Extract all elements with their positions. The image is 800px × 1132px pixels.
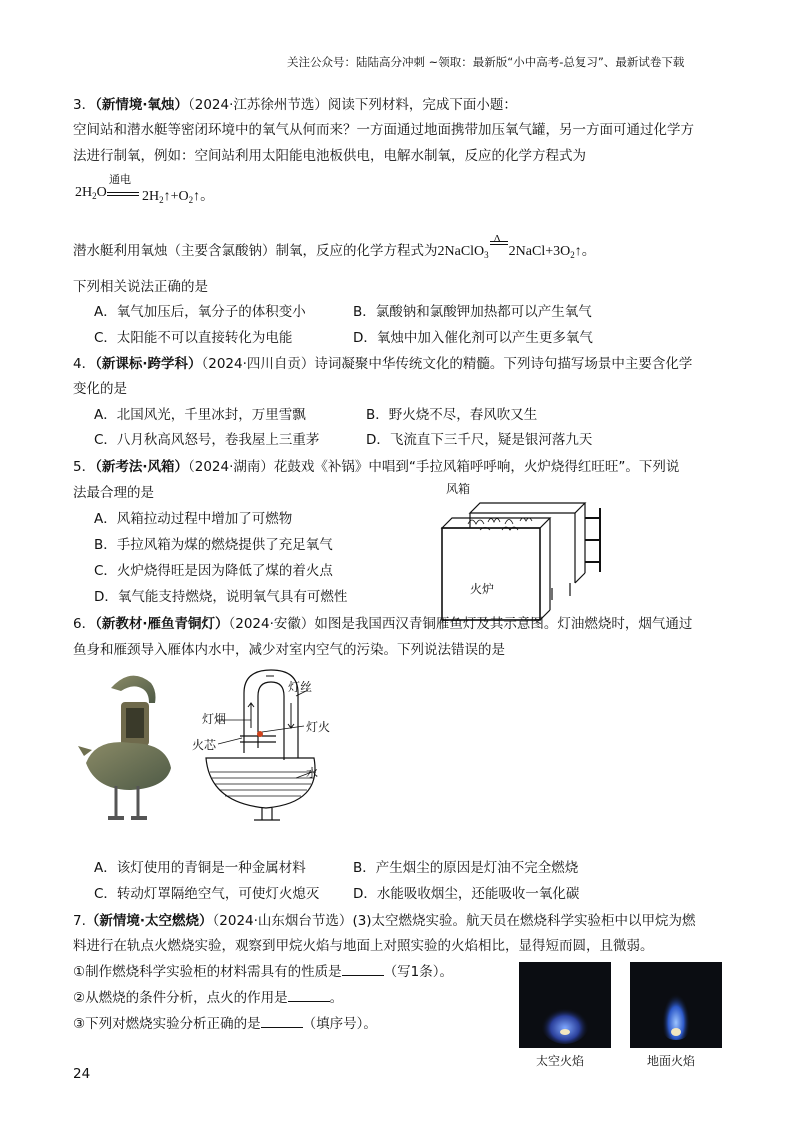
- q4-line2: 变化的是: [73, 381, 127, 397]
- question-7-title: 7.（新情境·太空燃烧）（2024·山东烟台节选）(3)太空燃烧实验。航天员在燃烧科学实验柜中以甲烷为燃: [73, 913, 696, 929]
- q3-question: 下列相关说法正确的是: [73, 279, 208, 295]
- equation-electrolysis: $2H_2O$ 通电 $2H_2↑+O_2↑$。: [75, 175, 275, 215]
- q4-option-a: A．北国风光，千里冰封，万里雪飘: [94, 407, 306, 423]
- q6-line2: 鱼身和雁颈导入雁体内水中，减少对室内空气的污染。下列说法错误的是: [73, 642, 505, 658]
- bellows-label: 风箱: [446, 482, 471, 496]
- lamp-schematic: [192, 668, 336, 833]
- q5-option-d: D．氧气能支持燃烧，说明氧气具有可燃性: [94, 589, 348, 605]
- label-lamp-core: 火芯: [192, 738, 217, 752]
- q3-option-b: B．氯酸钠和氯酸钾加热都可以产生氧气: [353, 304, 592, 320]
- ground-flame-image: [630, 962, 722, 1048]
- label-lamp-water: 水: [306, 766, 319, 780]
- q5-option-c: C．火炉烧得旺是因为降低了煤的着火点: [94, 563, 333, 579]
- page-number: 24: [73, 1066, 91, 1082]
- equation-oxygen-candle: 2NaClO$_3$ Δ $2NaCl+3O_2↑$。: [437, 233, 596, 260]
- eq1-condition: 通电: [109, 174, 131, 186]
- q4-option-d: D．飞流直下三千尺，疑是银河落九天: [366, 432, 593, 448]
- question-5-title: 5．（新考法·风箱）（2024·湖南）花鼓戏《补锅》中唱到“手拉风箱呼呼响，火炉烧得红旺旺”。下列说: [73, 459, 680, 475]
- ground-flame-photo: [630, 962, 722, 1048]
- q4-option-b: B．野火烧不尽，春风吹又生: [366, 407, 538, 423]
- q3-source: （2024·江苏徐州节选）: [187, 97, 328, 113]
- space-flame-image: [519, 962, 611, 1048]
- answer-blank-2[interactable]: [288, 989, 330, 1002]
- q5-option-b: B．手拉风箱为煤的燃烧提供了充足氧气: [94, 537, 333, 553]
- page-header-note: 关注公众号：陆陆高分冲刺 ~领取：最新版“小中高考-总复习”、最新试卷下载: [287, 55, 685, 69]
- q7-line2: 料进行在轨点火燃烧实验，观察到甲烷火焰与地面上对照实验的火焰相比，显得短而圆，且微弱。: [73, 938, 654, 954]
- q3-option-d: D．氧烛中加入催化剂可以产生更多氧气: [353, 330, 593, 346]
- label-lamp-wire: 灯丝: [288, 680, 313, 694]
- label-lamp-flame: 灯火: [306, 720, 331, 734]
- question-3-title: [73, 95, 517, 115]
- q6-option-d: D．水能吸收烟尘，还能吸收一氧化碳: [353, 886, 580, 902]
- furnace-label: 火炉: [470, 582, 495, 596]
- q3-option-c: C．太阳能不可以直接转化为电能: [94, 330, 293, 346]
- q5-line2: 法最合理的是: [73, 485, 154, 501]
- q6-option-a: A．该灯使用的青铜是一种金属材料: [94, 860, 306, 876]
- answer-blank-1[interactable]: [342, 963, 384, 976]
- q3-stem: 阅读下列材料，完成下面小题：: [327, 97, 517, 113]
- caption-space-flame: 太空火焰: [536, 1054, 585, 1068]
- question-4-title: 4．（新课标·跨学科）（2024·四川自贡）诗词凝聚中华传统文化的精髓。下列诗句描写场景中主要含化学: [73, 356, 693, 372]
- q3-number: 3．: [73, 97, 96, 113]
- answer-blank-3[interactable]: [261, 1015, 303, 1028]
- lamp-schematic-drawing: [196, 668, 336, 833]
- bronze-goose-lamp-image: [76, 668, 176, 828]
- q3-tag: （新情境·氧烛）: [95, 97, 188, 113]
- q5-option-a: A．风箱拉动过程中增加了可燃物: [94, 511, 293, 527]
- q7-sub3: ③下列对燃烧实验分析正确的是 （填序号）。: [73, 1016, 377, 1032]
- space-flame-photo: [519, 962, 611, 1048]
- q3-paragraph1-line1: 空间站和潜水艇等密闭环境中的氧气从何而来？一方面通过地面携带加压氧气罐，另一方面可通过化学方: [73, 122, 694, 138]
- q6-option-b: B．产生烟尘的原因是灯油不完全燃烧: [353, 860, 579, 876]
- q6-option-c: C．转动灯罩隔绝空气，可使灯火熄灭: [94, 886, 320, 902]
- bellows-furnace-figure: [440, 482, 610, 623]
- q3-paragraph2: 潜水艇利用氧烛（主要含氯酸钠）制氧，反应的化学方程式为2NaClO$_3$ Δ $2NaCl+3O_2↑$。: [73, 233, 596, 260]
- bronze-lamp-photo: [76, 668, 176, 828]
- q4-option-c: C．八月秋高风怒号，卷我屋上三重茅: [94, 432, 320, 448]
- q3-paragraph1-line2: 法进行制氧，例如：空间站利用太阳能电池板供电，电解水制氧，反应的化学方程式为: [73, 148, 586, 164]
- bellows-furnace-drawing: [440, 488, 610, 623]
- q7-sub1: ①制作燃烧科学实验柜的材料需具有的性质是 （写1条）。: [73, 964, 453, 980]
- q7-sub2: ②从燃烧的条件分析，点火的作用是 。: [73, 990, 344, 1006]
- caption-ground-flame: 地面火焰: [647, 1054, 696, 1068]
- q3-option-a: A．氧气加压后，氧分子的体积变小: [94, 304, 306, 320]
- question-6-title: 6．（新教材·雁鱼青铜灯）（2024·安徽）如图是我国西汉青铜雁鱼灯及其示意图。灯油燃烧时，烟气通过: [73, 616, 693, 632]
- label-lamp-smoke: 灯烟: [202, 712, 227, 726]
